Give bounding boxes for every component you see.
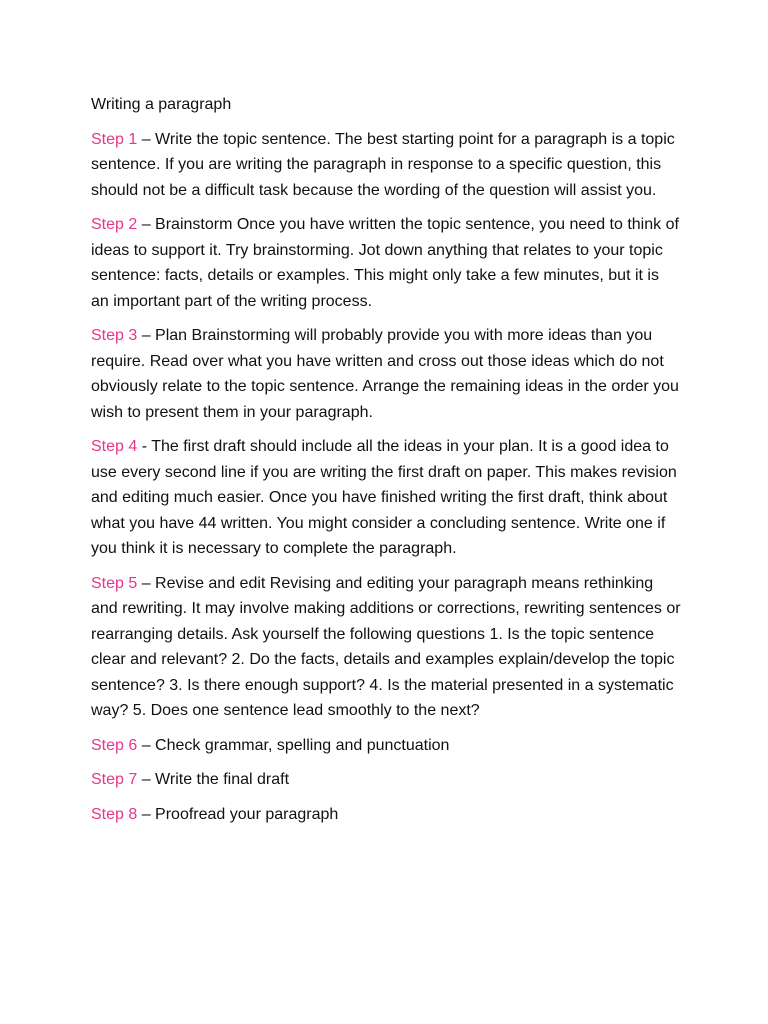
- step-1-text: – Write the topic sentence. The best starting point for a paragraph is a topic sentence. If you are writing the paragraph in response to a specific question, this should not be a difficult task because the wording of the question will assist you.: [91, 130, 675, 199]
- step-2-paragraph: [91, 212, 681, 314]
- step-5-label: Step 5: [91, 574, 138, 592]
- document-title: Writing a paragraph: [91, 96, 232, 113]
- step-3-label: Step 3: [91, 327, 138, 344]
- document-page: [91, 92, 681, 836]
- step-4-label: Step 4: [91, 438, 138, 455]
- step-5-text: – Revise and edit Revising and editing your paragraph means rethinking and rewriting. It may involve making additions or corrections, rewriting sentences or rearranging details. Ask yourself the following questions 1. Is the topic sentence clear and relevant? 2. Do the facts, details and examples explain/develop the topic sentence? 3. Is there enough support? 4. Is the material presented in a systematic way? 5. Does one sentence lead smoothly to the next?: [91, 574, 681, 719]
- step-4-text: - The first draft should include all the ideas in your plan. It is a good idea to use every second line if you are writing the first draft on paper. This makes revision and editing much easier. Once you have finished writing the first draft, think about what you have 44 written. You might consider a concluding sentence. Write one if you think it is necessary to complete the paragraph.: [91, 438, 677, 557]
- step-6-text: – Check grammar, spelling and punctuation: [137, 736, 450, 754]
- step-3-text: – Plan Brainstorming will probably provide you with more ideas than you require. Read over what you have written and cross out those ideas which do not obviously relate to the topic sentence. Arrange the remaining ideas in the order you wish to present them in your paragraph.: [91, 327, 679, 421]
- step-7-label: Step 7: [91, 771, 138, 788]
- step-8-label: Step 8: [91, 805, 138, 823]
- step-7-text: – Write the final draft: [137, 771, 290, 788]
- step-6-label: Step 6: [91, 736, 138, 754]
- step-1-label: Step 1: [91, 130, 138, 148]
- step-8-paragraph: [91, 802, 681, 828]
- step-8-text: – Proofread your paragraph: [137, 805, 339, 823]
- step-6-paragraph: [91, 733, 681, 759]
- step-2-label: Step 2: [91, 216, 138, 233]
- step-2-text: – Brainstorm Once you have written the topic sentence, you need to think of ideas to support it. Try brainstorming. Jot down anything that relates to your topic sentence: facts, details or examples. This might only take a few minutes, but it is an important part of the writing process.: [91, 216, 679, 310]
- step-1-paragraph: [91, 127, 681, 204]
- step-7-paragraph: [91, 767, 681, 793]
- step-5-paragraph: [91, 571, 681, 724]
- step-3-paragraph: [91, 323, 681, 425]
- step-4-paragraph: [91, 434, 681, 562]
